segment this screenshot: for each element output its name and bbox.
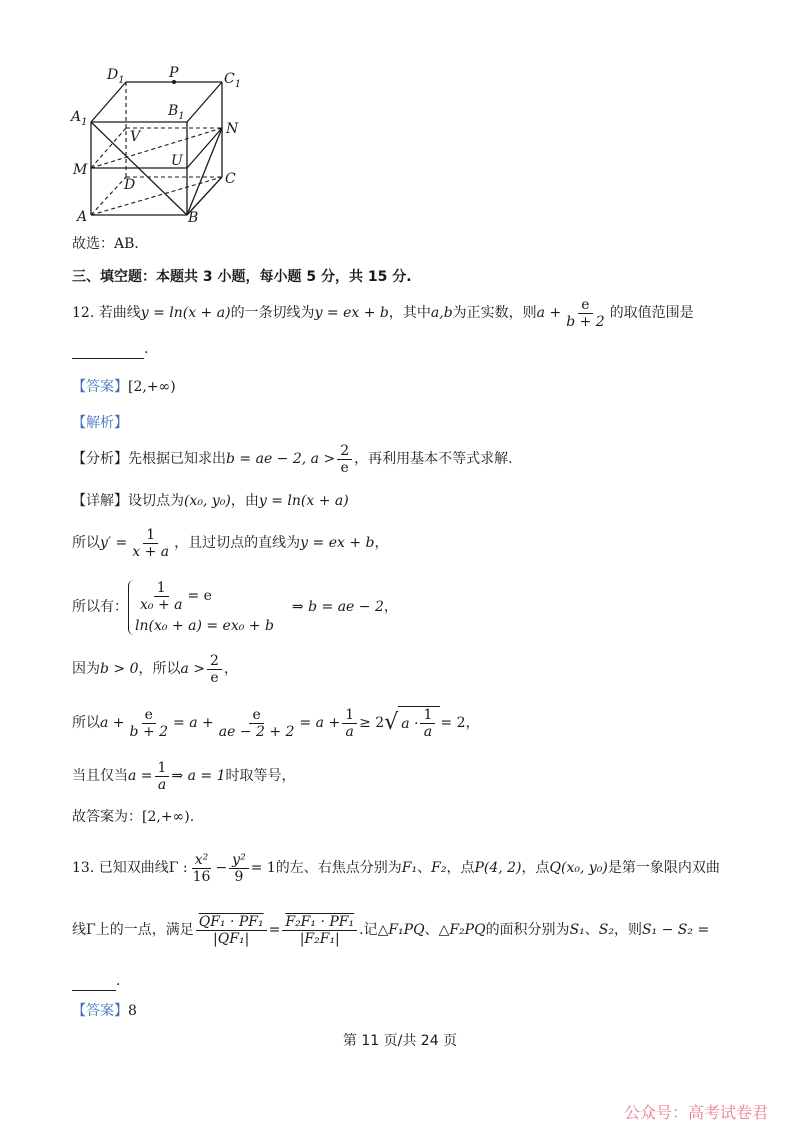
label-b1: $B_1$ — [168, 103, 185, 122]
q12-step5: 当且仅当 a = $\frac{1}{a}$ ⇒ a = 1 时取等号， — [72, 759, 296, 793]
q13-blank[interactable]: . — [72, 972, 120, 991]
q13-stem: 13. 已知双曲线 Γ : $\frac{\text{x²}}{16}$ − $\frac{\text{y²}}{9}$ = 1 的左、右焦点分别为 F₁ 、 F₂ ，点 P(4, 2) ，点 Q(x₀, y₀) 是第一象限内双曲 — [72, 851, 720, 885]
label-c1: $C_1$ — [224, 71, 242, 90]
label-n: N — [226, 121, 239, 137]
label-m: M — [73, 162, 88, 178]
edge-u-n — [187, 128, 222, 168]
prev-choice: 故选：AB． — [72, 236, 149, 252]
label-p: P — [169, 65, 179, 81]
q13-answer: 【答案】8 — [72, 1003, 137, 1019]
section-heading: 三、填空题：本题共 3 小题，每小题 5 分，共 15 分. — [72, 269, 412, 285]
q12-blank[interactable]: . — [72, 340, 148, 359]
label-c: C — [225, 171, 236, 187]
hidden-m-v — [91, 128, 126, 168]
q12-step2: 所以有： $\frac{1}{\text{x₀ + a}}$ = e ln(x₀ + a) = ex₀ + b ⇒ b = ae − 2 ， — [72, 579, 398, 634]
q12-detail: 【详解】 设切点为 (x₀, y₀) ，由 y = ln(x + a) — [72, 493, 349, 509]
label-d: D — [124, 177, 136, 193]
q13-line2: 线 Γ 上的一点，满足 $\frac{\text{QF₁ · PF₁}}{\text{|QF₁|}}$ = $\frac{\text{F₂F₁ · PF₁}}{\text{|F₂F₁|}}$ .记 △F₁PQ 、 △F₂PQ 的面积分别为 S₁ 、 S₂ ，则 S₁ − S₂ = — [72, 913, 710, 947]
q12-analysis-tag: 【解析】 — [72, 415, 128, 431]
label-a1: $A_1$ — [71, 109, 88, 128]
q12-fraction: $\frac{e}{b + 2}$ — [566, 296, 605, 330]
cube-diagram — [0, 0, 800, 240]
q12-analysis: 【分析】 先根据已知求出 b = ae − 2, a > $\frac{2}{e}$ ，再利用基本不等式求解. — [72, 442, 513, 476]
q12-answer: 【答案】[2,+∞) — [72, 379, 176, 395]
label-d1: $D_1$ — [107, 67, 125, 86]
hidden-m-n — [91, 128, 222, 168]
q12-final: 故答案为：[2,+∞). — [72, 809, 195, 825]
label-v: V — [130, 129, 141, 145]
label-b: B — [188, 210, 199, 226]
q12-step3: 因为 b > 0 ，所以 a > $\frac{2}{e}$ ， — [72, 652, 238, 686]
q13-number: 13. — [72, 860, 95, 876]
system-brace: $\frac{1}{\text{x₀ + a}}$ = e ln(x₀ + a) = ex₀ + b — [128, 580, 274, 635]
watermark: 公众号：高考试卷君 — [624, 1103, 769, 1122]
hidden-a-d — [91, 177, 126, 215]
q12-number: 12. — [72, 305, 95, 321]
label-a: A — [77, 209, 88, 225]
edge-b-n — [187, 128, 222, 215]
label-u: U — [171, 153, 183, 169]
q12-step4: 所以 a + $\frac{e}{b + 2}$ = a + $\frac{e}{ae - 2 + 2}$ = a + $\frac{1}{a}$ ≥ 2 √ a · $\frac{1}{a}$ = 2 ， — [72, 706, 480, 740]
page-footer: 第 11 页/共 24 页 — [342, 1033, 458, 1049]
q12-step1: 所以 y′ = $\frac{1}{x + a}$ ，且过切点的直线为 y = ex + b ， — [72, 526, 389, 560]
hidden-a-c — [91, 177, 222, 215]
edge-b1-c1 — [187, 82, 222, 122]
q12-stem: 12. 若曲线 y = ln(x + a) 的一条切线为 y = ex + b ，其中 a,b 为正实数，则 a + $\frac{e}{b + 2}$ 的取值范围是 — [72, 296, 694, 330]
